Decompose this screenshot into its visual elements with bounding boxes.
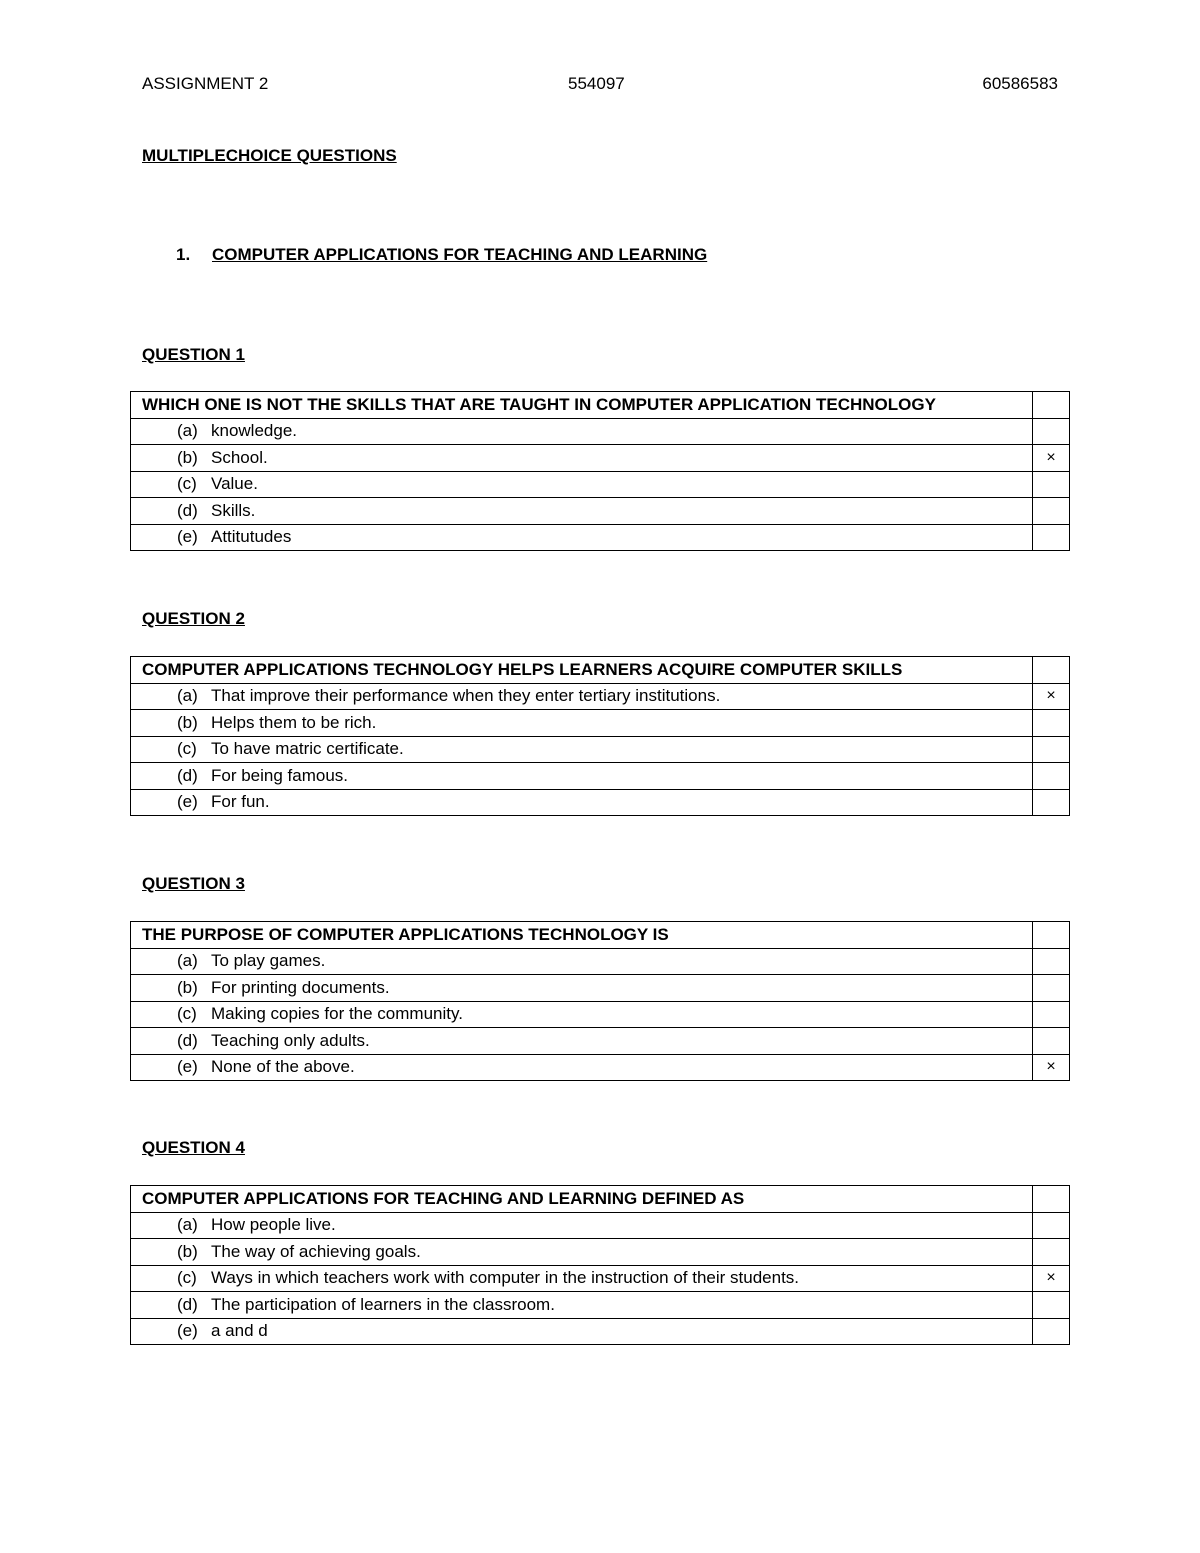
header-student-number: 60586583: [982, 74, 1058, 93]
answer-mark: [1033, 524, 1070, 551]
option-text: Teaching only adults.: [211, 1030, 370, 1050]
option-row: [131, 763, 1070, 790]
option-row: [131, 1054, 1070, 1081]
option-text: The way of achieving goals.: [211, 1241, 421, 1261]
answer-mark: [1033, 1318, 1070, 1345]
section-number: 1.: [176, 245, 191, 264]
option-letter: (d): [177, 500, 198, 520]
answer-mark: [1033, 418, 1070, 445]
answer-mark: ×: [1033, 1054, 1070, 1081]
option-text: Ways in which teachers work with computer in the instruction of their students.: [211, 1268, 800, 1288]
answer-mark: ×: [1033, 445, 1070, 472]
option-text: To have matric certificate.: [211, 739, 404, 759]
option-letter: (e): [177, 527, 198, 547]
option-letter: (e): [177, 1321, 198, 1341]
option-row: [131, 1239, 1070, 1266]
answer-mark: [1033, 710, 1070, 737]
answer-mark: [1033, 1212, 1070, 1239]
option-row: [131, 1028, 1070, 1055]
option-letter: (b): [177, 712, 198, 732]
section-title: COMPUTER APPLICATIONS FOR TEACHING AND LEARNING: [212, 245, 708, 264]
answer-mark: ×: [1033, 683, 1070, 710]
question-label: QUESTION 4: [142, 1138, 245, 1157]
answer-mark: [1033, 471, 1070, 498]
question-prompt: COMPUTER APPLICATIONS TECHNOLOGY HELPS LEARNERS ACQUIRE COMPUTER SKILLS: [131, 657, 1033, 684]
option-text: knowledge.: [211, 421, 298, 441]
option-letter: (e): [177, 792, 198, 812]
option-letter: (c): [177, 739, 197, 759]
option-letter: (b): [177, 1241, 198, 1261]
option-text: For being famous.: [211, 765, 349, 785]
option-letter: (a): [177, 421, 198, 441]
option-text: For fun.: [211, 792, 270, 812]
option-text: None of the above.: [211, 1057, 355, 1077]
option-text: Value.: [211, 474, 258, 494]
answer-mark: [1033, 498, 1070, 525]
answer-mark: [1033, 789, 1070, 816]
option-text: a and d: [211, 1321, 268, 1341]
option-letter: (d): [177, 765, 198, 785]
option-row: [131, 1212, 1070, 1239]
header-assignment: ASSIGNMENT 2: [142, 74, 269, 93]
question-label: QUESTION 1: [142, 345, 245, 364]
question-table: [130, 1185, 1070, 1345]
option-letter: (c): [177, 1268, 197, 1288]
question-prompt-row: [131, 1186, 1070, 1213]
answer-mark: [1033, 1239, 1070, 1266]
option-row: [131, 498, 1070, 525]
option-text: To play games.: [211, 951, 326, 971]
option-row: [131, 1265, 1070, 1292]
option-text: Helps them to be rich.: [211, 712, 377, 732]
option-text: How people live.: [211, 1215, 336, 1235]
option-text: That improve their performance when they enter tertiary institutions.: [211, 686, 721, 706]
option-row: [131, 789, 1070, 816]
question-prompt-row: [131, 392, 1070, 419]
page-header: [142, 74, 1058, 96]
option-row: [131, 1318, 1070, 1345]
option-letter: (d): [177, 1294, 198, 1314]
option-letter: (c): [177, 474, 197, 494]
question-prompt: THE PURPOSE OF COMPUTER APPLICATIONS TECHNOLOGY IS: [131, 922, 1033, 949]
answer-mark: ×: [1033, 1265, 1070, 1292]
answer-mark-cell: [1033, 392, 1070, 419]
question-prompt: COMPUTER APPLICATIONS FOR TEACHING AND LEARNING DEFINED AS: [131, 1186, 1033, 1213]
question-table: [130, 656, 1070, 816]
section-heading: [176, 245, 707, 265]
option-text: Skills.: [211, 500, 256, 520]
document-title: MULTIPLECHOICE QUESTIONS: [142, 146, 397, 165]
option-row: [131, 736, 1070, 763]
option-letter: (a): [177, 951, 198, 971]
option-row: [131, 975, 1070, 1002]
option-row: [131, 683, 1070, 710]
answer-mark: [1033, 948, 1070, 975]
answer-mark: [1033, 975, 1070, 1002]
option-row: [131, 471, 1070, 498]
question-prompt: WHICH ONE IS NOT THE SKILLS THAT ARE TAUGHT IN COMPUTER APPLICATION TECHNOLOGY: [131, 392, 1033, 419]
option-text: School.: [211, 447, 268, 467]
option-letter: (d): [177, 1030, 198, 1050]
option-row: [131, 1292, 1070, 1319]
option-text: Making copies for the community.: [211, 1004, 463, 1024]
option-letter: (a): [177, 686, 198, 706]
answer-mark: [1033, 763, 1070, 790]
option-row: [131, 445, 1070, 472]
answer-mark: [1033, 1001, 1070, 1028]
option-row: [131, 1001, 1070, 1028]
option-row: [131, 418, 1070, 445]
option-letter: (b): [177, 977, 198, 997]
option-letter: (a): [177, 1215, 198, 1235]
answer-mark: [1033, 736, 1070, 763]
question-prompt-row: [131, 657, 1070, 684]
question-label: QUESTION 2: [142, 609, 245, 628]
option-row: [131, 710, 1070, 737]
option-letter: (c): [177, 1004, 197, 1024]
question-table: [130, 391, 1070, 551]
question-prompt-row: [131, 922, 1070, 949]
answer-mark: [1033, 1292, 1070, 1319]
option-row: [131, 524, 1070, 551]
option-row: [131, 948, 1070, 975]
header-course-code: 554097: [568, 74, 625, 93]
option-text: Attitutudes: [211, 527, 292, 547]
question-table: [130, 921, 1070, 1081]
answer-mark-cell: [1033, 1186, 1070, 1213]
question-label: QUESTION 3: [142, 874, 245, 893]
answer-mark-cell: [1033, 922, 1070, 949]
option-text: The participation of learners in the classroom.: [211, 1294, 555, 1314]
answer-mark: [1033, 1028, 1070, 1055]
answer-mark-cell: [1033, 657, 1070, 684]
option-letter: (b): [177, 447, 198, 467]
option-letter: (e): [177, 1057, 198, 1077]
option-text: For printing documents.: [211, 977, 390, 997]
